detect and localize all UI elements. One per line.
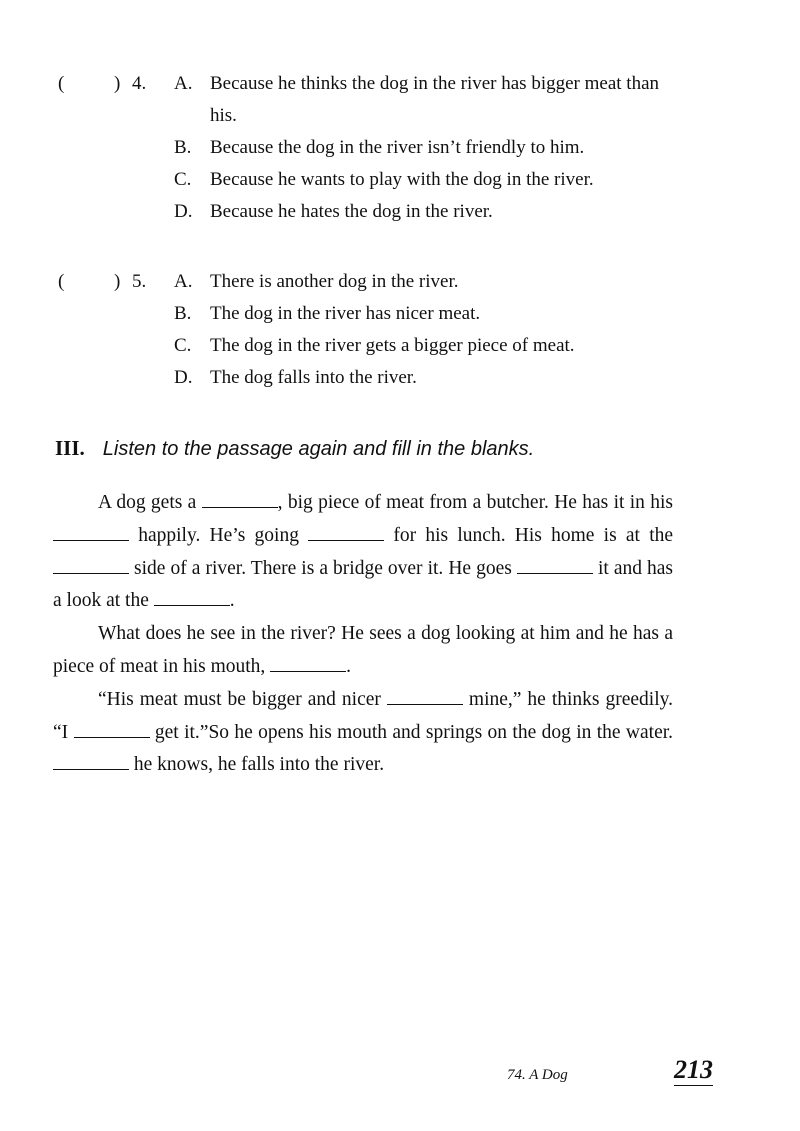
answer-paren-open: (: [58, 271, 65, 292]
passage-text: , big piece of meat from a butcher. He has it in his: [277, 492, 674, 513]
option-letter: A.: [174, 73, 193, 94]
passage-text: side of a river. There is a bridge over it. He goes: [134, 557, 512, 579]
option-text: The dog in the river has nicer meat.: [210, 303, 481, 324]
option-b: [174, 132, 678, 164]
fill-blank-3[interactable]: [308, 522, 384, 541]
passage-text: mine,” he thinks greedily. “I: [53, 688, 673, 743]
passage-text: it and has a look at the: [53, 557, 674, 612]
page-number: 213: [674, 1055, 713, 1084]
fill-blank-4[interactable]: [53, 555, 129, 574]
option-letter: C.: [174, 169, 192, 190]
option-d: [174, 362, 678, 394]
option-c: [174, 330, 678, 362]
fill-blank-7[interactable]: [270, 653, 346, 672]
passage-paragraph-1: [53, 487, 673, 618]
passage: [53, 487, 673, 782]
option-text: The dog falls into the river.: [210, 367, 417, 388]
option-letter: B.: [174, 303, 192, 324]
passage-text: happily. He’s going: [138, 524, 299, 546]
option-text: The dog in the river gets a bigger piece of meat.: [210, 335, 575, 356]
option-text: There is another dog in the river.: [210, 271, 459, 292]
passage-text: A dog gets a: [98, 492, 197, 513]
fill-blank-2[interactable]: [53, 522, 129, 541]
question-5: [58, 266, 678, 394]
fill-blank-1[interactable]: [202, 489, 278, 508]
option-a: [174, 68, 678, 132]
passage-text: .: [229, 590, 235, 612]
option-b: [174, 298, 678, 330]
question-4: [58, 68, 678, 228]
answer-paren-close: ): [114, 271, 121, 292]
option-text: Because he thinks the dog in the river has bigger meat than his.: [210, 73, 660, 126]
option-d: [174, 196, 678, 228]
passage-text: .: [346, 655, 352, 677]
option-text: Because he hates the dog in the river.: [210, 201, 493, 222]
section-numeral: III.: [55, 436, 85, 460]
passage-text: “His meat must be bigger and nicer: [98, 688, 381, 710]
passage-text: get it.”So he opens his mouth and springs on the dog in the water.: [154, 721, 674, 743]
fill-blank-8[interactable]: [387, 686, 463, 705]
option-text: Because the dog in the river isn’t friendly to him.: [210, 137, 585, 158]
passage-text: he knows, he falls into the river.: [133, 754, 385, 776]
option-letter: A.: [174, 271, 193, 292]
option-a: [174, 266, 678, 298]
question-number: 4.: [132, 73, 147, 94]
answer-paren-open: (: [58, 73, 65, 94]
passage-paragraph-3: [53, 684, 673, 782]
fill-blank-5[interactable]: [517, 555, 593, 574]
section-heading: [55, 433, 534, 464]
footer-title: 74. A Dog: [507, 1067, 568, 1083]
option-letter: C.: [174, 335, 192, 356]
question-number: 5.: [132, 271, 147, 292]
option-letter: D.: [174, 367, 193, 388]
passage-text: for his lunch. His home is at the: [393, 524, 674, 546]
fill-blank-9[interactable]: [74, 719, 150, 738]
option-text: Because he wants to play with the dog in the river.: [210, 169, 594, 190]
passage-text: What does he see in the river? He sees a dog looking at him and he has a piece of meat in his mouth,: [53, 623, 673, 677]
fill-blank-10[interactable]: [53, 751, 129, 770]
option-c: [174, 164, 678, 196]
passage-paragraph-2: [53, 618, 673, 684]
option-letter: B.: [174, 137, 192, 158]
answer-paren-close: ): [114, 73, 121, 94]
fill-blank-6[interactable]: [154, 587, 230, 606]
option-letter: D.: [174, 201, 193, 222]
section-instruction: Listen to the passage again and fill in the blanks.: [102, 438, 535, 460]
